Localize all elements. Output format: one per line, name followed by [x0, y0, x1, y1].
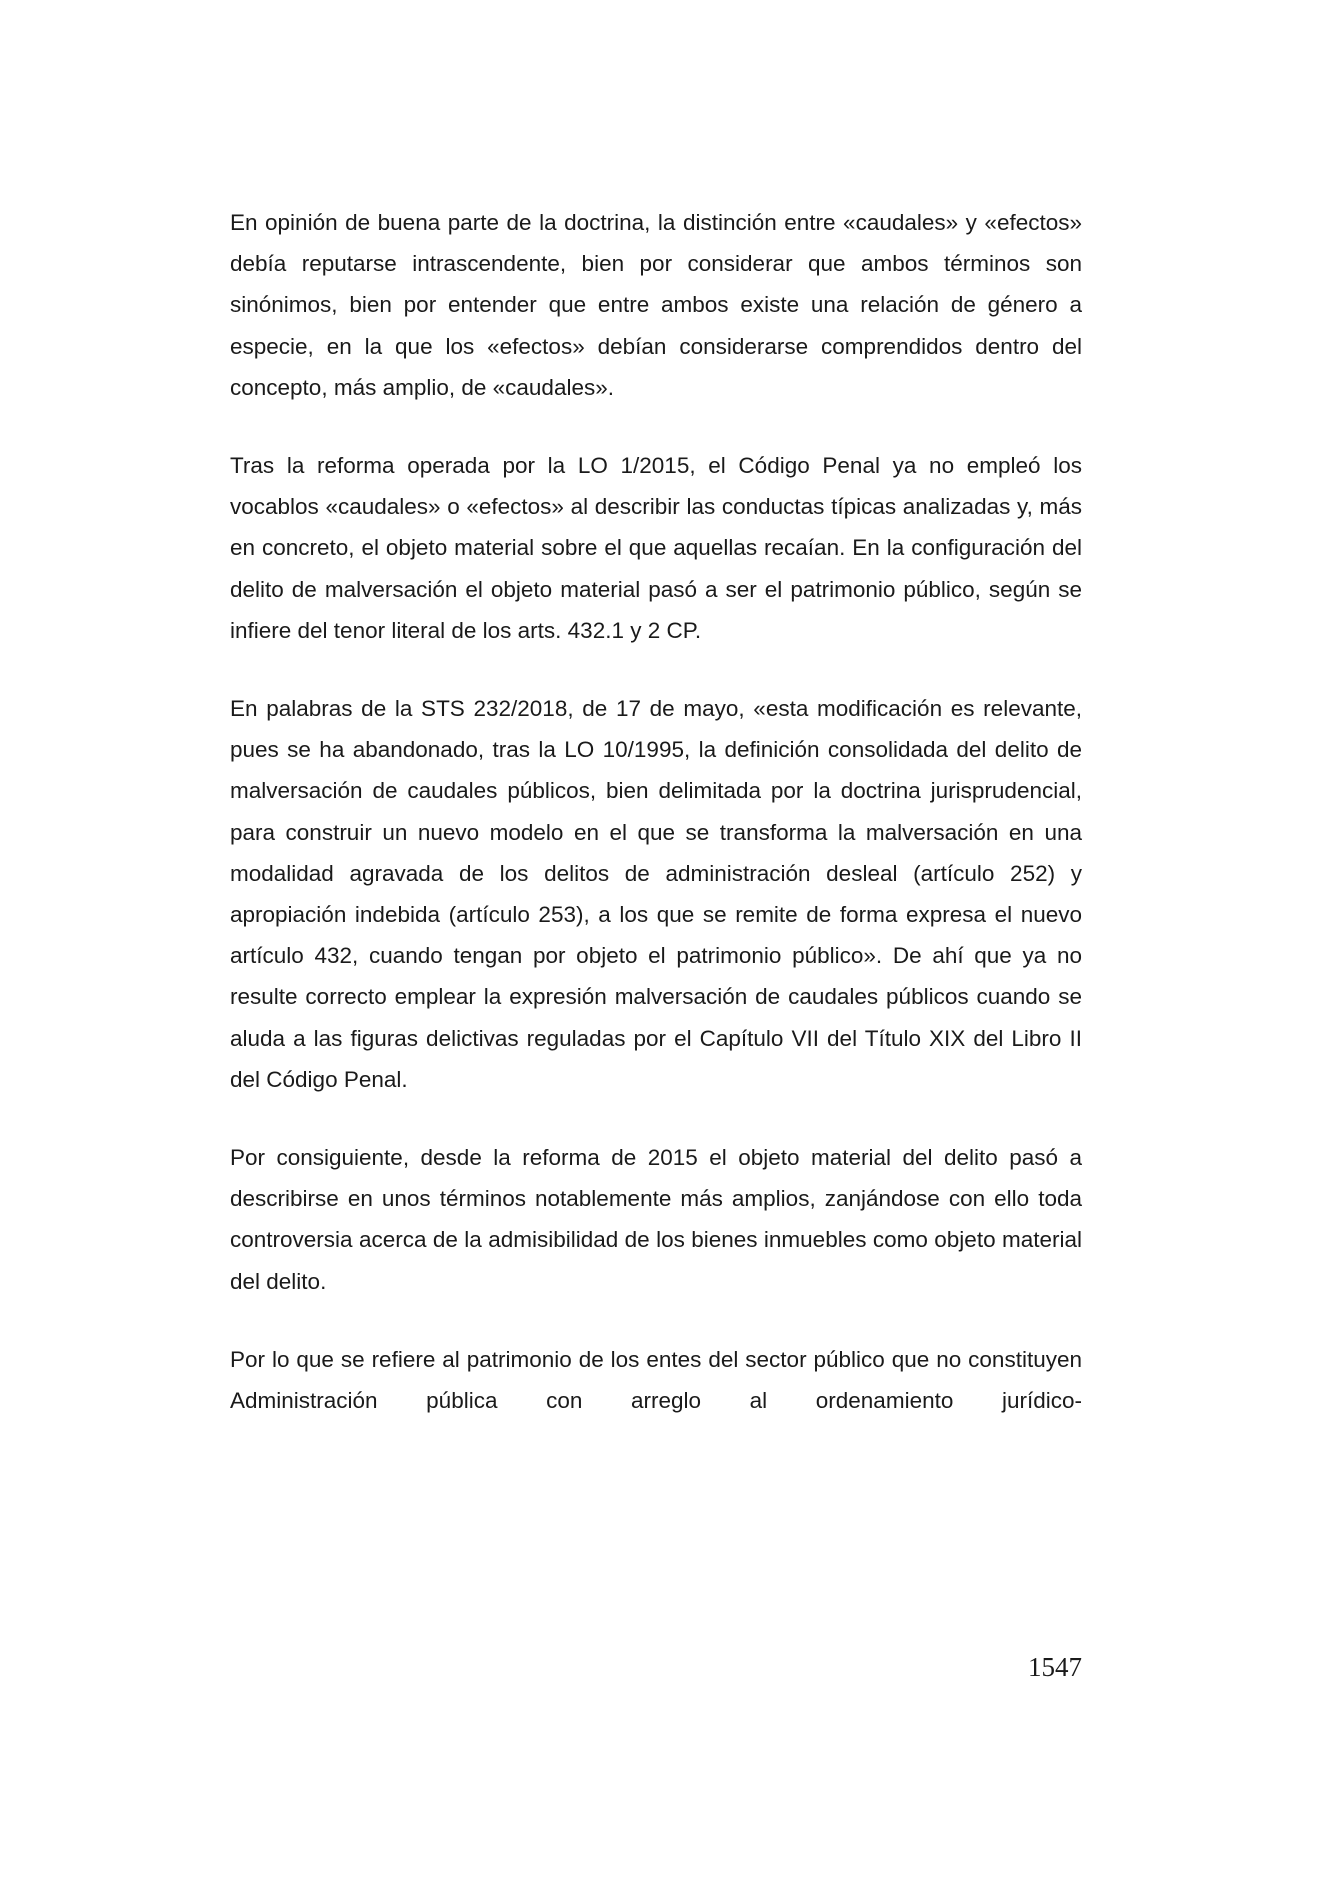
- paragraph-4: Por consiguiente, desde la reforma de 2015 el objeto material del delito pasó a describirse en unos términos notablemente más amplios, zanjándose con ello toda controversia acerca de la admisibilidad de los bienes inmuebles como objeto material del delito.: [230, 1145, 1082, 1294]
- body-text: [230, 202, 1082, 1458]
- paragraph-2: Tras la reforma operada por la LO 1/2015, el Código Penal ya no empleó los vocablos «caudales» o «efectos» al describir las conductas típicas analizadas y, más en concreto, el objeto material sobre el que aquellas recaían. En la configuración del delito de malversación el objeto material pasó a ser el patrimonio público, según se infiere del tenor literal de los arts. 432.1 y 2 CP.: [230, 453, 1082, 643]
- page-number: 1547: [1028, 1652, 1082, 1682]
- paragraph-5: Por lo que se refiere al patrimonio de los entes del sector público que no constituyen Administración pública con arreglo al ordenamiento jurídico-: [230, 1346, 1082, 1414]
- paragraph-3: En palabras de la STS 232/2018, de 17 de mayo, «esta modificación es relevante, pues se ha abandonado, tras la LO 10/1995, la definición consolidada del delito de malversación de caudales públicos, bien delimitada por la doctrina jurisprudencial, para construir un nuevo modelo en el que se transforma la malversación en una modalidad agravada de los delitos de administración desleal (artículo 252) y apropiación indebida (artículo 253), a los que se remite de forma expresa el nuevo artículo 432, cuando tengan por objeto el patrimonio público». De ahí que ya no resulte correcto emplear la expresión malversación de caudales públicos cuando se aluda a las figuras delictivas reguladas por el Capítulo VII del Título XIX del Libro II del Código Penal.: [230, 696, 1082, 1092]
- paragraph-1: En opinión de buena parte de la doctrina, la distinción entre «caudales» y «efectos» debía reputarse intrascendente, bien por considerar que ambos términos son sinónimos, bien por entender que entre ambos existe una relación de género a especie, en la que los «efectos» debían considerarse comprendidos dentro del concepto, más amplio, de «caudales».: [230, 210, 1082, 400]
